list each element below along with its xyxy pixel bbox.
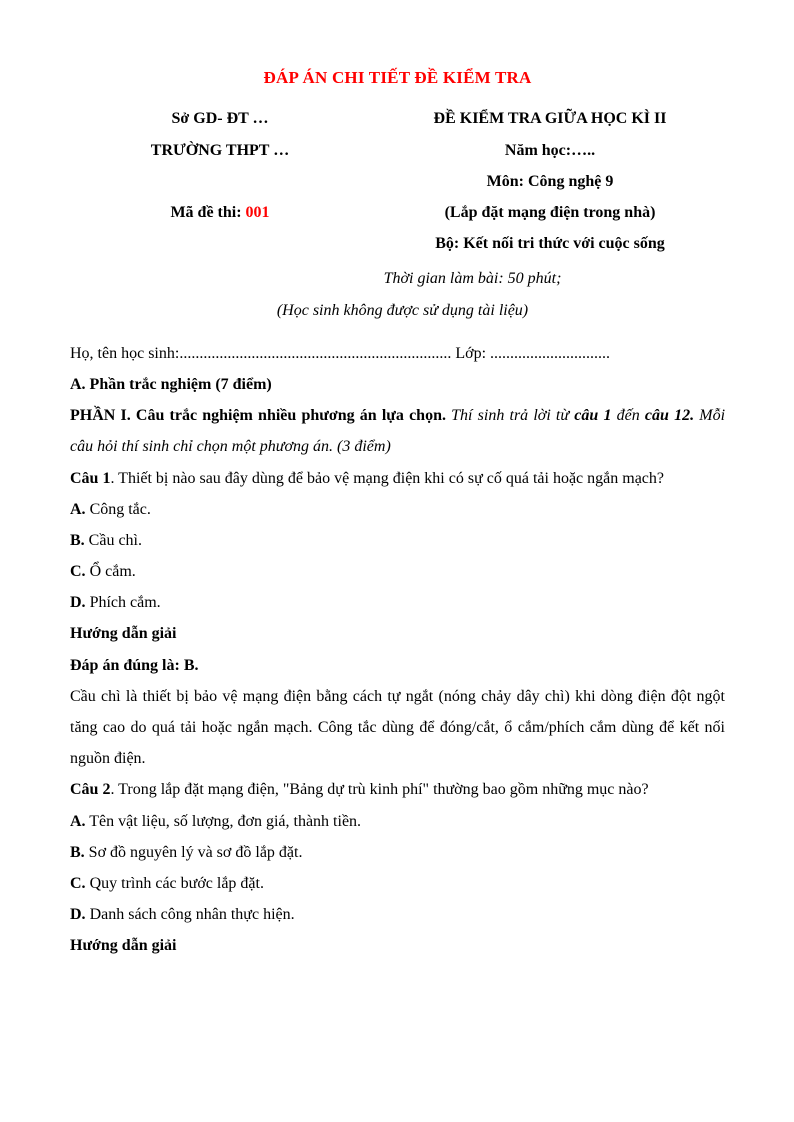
- option-key: C.: [70, 563, 86, 581]
- exam-code-label: Mã đề thi:: [170, 203, 242, 221]
- question-stem: [70, 463, 725, 494]
- exam-title: ĐỀ KIỂM TRA GIỮA HỌC KÌ II: [433, 110, 667, 128]
- option-key: A.: [70, 812, 86, 830]
- header-left-column: [70, 103, 370, 228]
- option-key: C.: [70, 874, 86, 892]
- option-text: Quy trình các bước lắp đặt.: [89, 874, 264, 892]
- student-info-line: [70, 338, 725, 369]
- page-content: [70, 0, 725, 962]
- school-label: TRƯỜNG THPT …: [150, 141, 290, 159]
- school-year: Năm học:…..: [504, 141, 596, 159]
- department-label: Sở GD- ĐT …: [171, 110, 269, 128]
- question-stem: [70, 774, 725, 805]
- option-key: B.: [70, 531, 85, 549]
- solution-heading: Hướng dẫn giải: [70, 625, 177, 643]
- student-class-label: Lớp:: [455, 344, 487, 362]
- part-one-instruction-2: đến: [616, 407, 640, 425]
- solution-heading: Hướng dẫn giải: [70, 937, 177, 955]
- exam-header-block: [70, 103, 725, 263]
- student-name-label: Họ, tên học sinh:: [70, 344, 180, 362]
- subject-detail: (Lắp đặt mạng điện trong nhà): [444, 203, 656, 221]
- option-text: Danh sách công nhân thực hiện.: [89, 906, 295, 924]
- part-one-ref-2: câu 12.: [644, 407, 695, 425]
- question-block: [70, 463, 725, 775]
- answer-option[interactable]: [70, 494, 725, 525]
- exam-duration: Thời gian làm bài: 50 phút;: [383, 270, 562, 288]
- question-label: Câu 2: [70, 781, 111, 799]
- subject-name: Môn: Công nghệ 9: [486, 172, 614, 190]
- answer-option[interactable]: [70, 587, 725, 618]
- correct-answer-line: Đáp án đúng là: B.: [70, 656, 199, 674]
- document-title: ĐÁP ÁN CHI TIẾT ĐỀ KIỂM TRA: [263, 68, 532, 87]
- answer-option[interactable]: [70, 899, 725, 930]
- answer-option[interactable]: [70, 837, 725, 868]
- header-right-column: [375, 103, 725, 259]
- option-text: Sơ đồ nguyên lý và sơ đồ lắp đặt.: [88, 843, 303, 861]
- student-name-dots: ....................................................................: [179, 344, 452, 362]
- student-class-dots: ..............................: [490, 344, 611, 362]
- answer-option[interactable]: [70, 806, 725, 837]
- part-one-instruction-3: Mỗi câu hỏi thí sinh chỉ chọn một phương án. (3 điểm): [70, 407, 726, 456]
- question-block: [70, 774, 725, 961]
- answer-option[interactable]: [70, 525, 725, 556]
- exam-note: (Học sinh không được sử dụng tài liệu): [276, 301, 529, 319]
- exam-code-row: [70, 197, 370, 228]
- option-key: B.: [70, 843, 85, 861]
- question-text: . Trong lắp đặt mạng điện, "Bảng dự trù kinh phí" thường bao gồm những mục nào?: [110, 781, 649, 799]
- option-text: Ổ cắm.: [89, 563, 136, 581]
- explanation-paragraph: Cầu chì là thiết bị bảo vệ mạng điện bằng cách tự ngắt (nóng chảy dây chì) khi dòng điện đột ngột tăng cao do quá tải hoặc ngắn mạch. Công tắc dùng để đóng/cắt, ổ cắm/phích cắm dùng để kết nối nguồn điện.: [70, 687, 725, 768]
- part-one-ref-1: câu 1: [574, 407, 612, 425]
- part-one-instruction: [70, 400, 725, 462]
- part-one-instruction-1: Thí sinh trả lời từ: [451, 407, 570, 425]
- question-label: Câu 1: [70, 469, 111, 487]
- exam-code-value: 001: [245, 203, 270, 221]
- answer-option[interactable]: [70, 556, 725, 587]
- option-text: Cầu chì.: [88, 531, 142, 549]
- answer-option[interactable]: [70, 868, 725, 899]
- option-text: Công tắc.: [89, 500, 151, 518]
- curriculum-name: Bộ: Kết nối tri thức với cuộc sống: [435, 235, 665, 253]
- part-one-prefix: PHẦN I. Câu trắc nghiệm nhiều phương án lựa chọn.: [70, 407, 446, 425]
- option-key: A.: [70, 500, 86, 518]
- section-a-heading: A. Phần trắc nghiệm (7 điểm): [70, 375, 272, 393]
- option-key: D.: [70, 906, 86, 924]
- option-key: D.: [70, 594, 86, 612]
- option-text: Phích cắm.: [89, 594, 161, 612]
- question-text: . Thiết bị nào sau đây dùng để bảo vệ mạng điện khi có sự cố quá tải hoặc ngắn mạch?: [110, 469, 664, 487]
- option-text: Tên vật liệu, số lượng, đơn giá, thành tiền.: [89, 812, 362, 830]
